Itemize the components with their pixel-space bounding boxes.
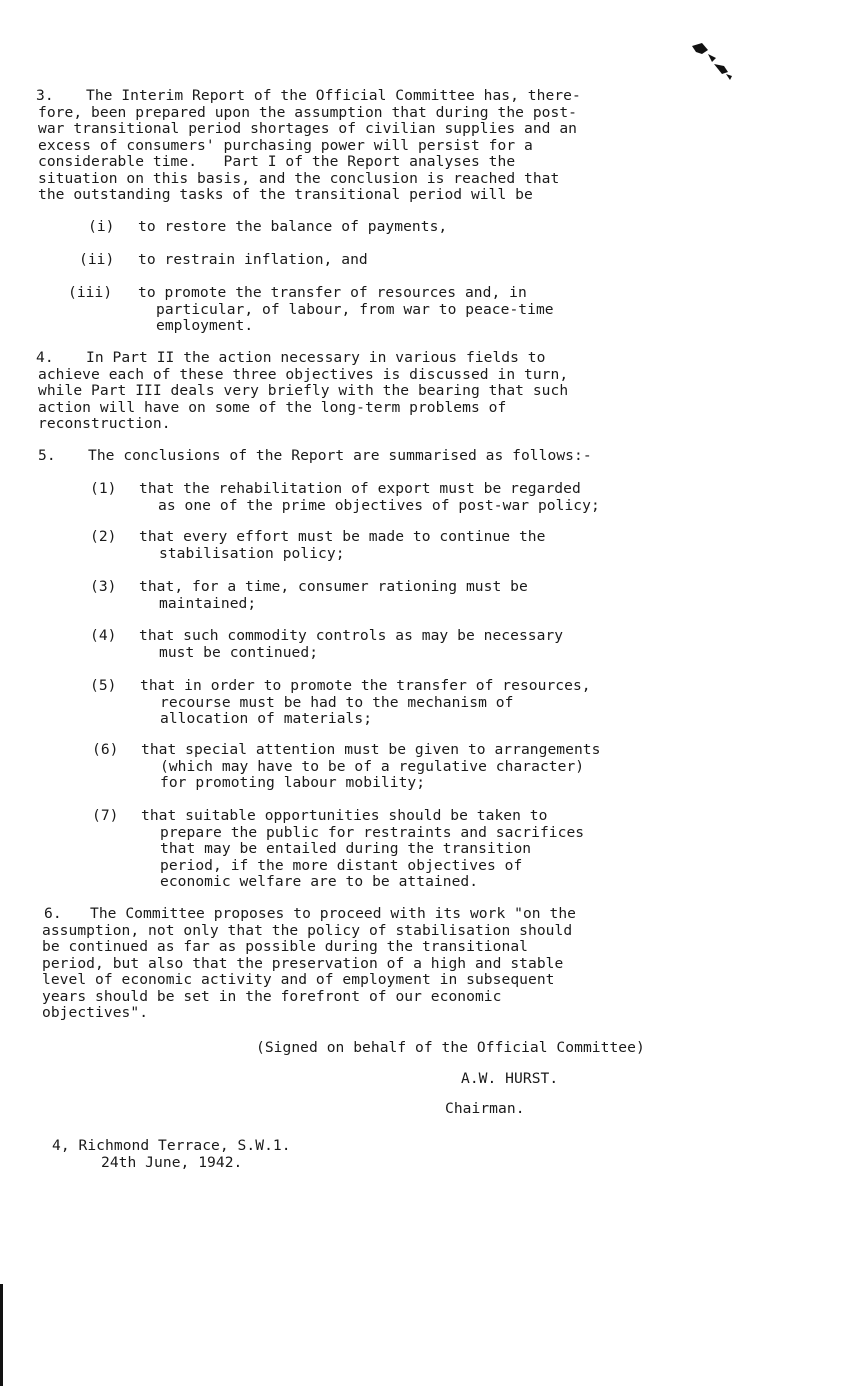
item-text: must be continued; <box>159 643 319 661</box>
text-line: level of economic activity and of employment in subsequent <box>42 971 555 988</box>
item-text: that suitable opportunities should be taken to <box>141 807 548 824</box>
text-line: war transitional period shortages of civilian supplies and an <box>38 120 578 137</box>
date-line: 24th June, 1942. <box>101 1153 243 1171</box>
item-text: that such commodity controls as may be necessary <box>139 627 564 644</box>
item-text: that in order to promote the transfer of resources, <box>140 677 591 694</box>
item-number: (ii) <box>79 251 115 268</box>
text-line: In Part II the action necessary in various fields to <box>86 349 546 366</box>
paragraph-number: 5. <box>38 447 56 464</box>
text-line: action will have on some of the long-term problems of <box>38 398 507 416</box>
address-line: 4, Richmond Terrace, S.W.1. <box>52 1137 291 1154</box>
item-number: (2) <box>90 528 117 545</box>
text-line: The Committee proposes to proceed with its work "on the <box>90 905 576 922</box>
text-line: considerable time. Part I of the Report analyses the <box>38 153 516 170</box>
signed-line: (Signed on behalf of the Official Committee) <box>256 1039 645 1056</box>
signatory-role: Chairman. <box>445 1100 525 1117</box>
item-text: particular, of labour, from war to peace-time <box>156 300 554 318</box>
paragraph-number: 3. <box>36 87 54 104</box>
item-text: that may be entailed during the transition <box>160 840 532 857</box>
item-text: to promote the transfer of resources and, in <box>138 284 527 301</box>
item-text: stabilisation policy; <box>159 544 345 562</box>
item-number: (7) <box>92 807 119 824</box>
paragraph-number: 4. <box>36 349 54 366</box>
text-line: the outstanding tasks of the transitional period will be <box>38 186 533 203</box>
item-number: (iii) <box>68 284 113 301</box>
text-line: The conclusions of the Report are summarised as follows:- <box>88 447 592 464</box>
text-line: objectives". <box>42 1004 149 1021</box>
item-number: (i) <box>88 218 115 235</box>
item-text: allocation of materials; <box>160 710 373 727</box>
margin-annotation-mark <box>688 40 736 82</box>
item-text: maintained; <box>159 594 257 612</box>
item-number: (1) <box>90 480 117 497</box>
item-text: that special attention must be given to arrangements <box>141 741 601 758</box>
item-text: for promoting labour mobility; <box>160 774 426 791</box>
item-text: that the rehabilitation of export must be regarded <box>139 480 581 497</box>
text-line: achieve each of these three objectives is discussed in turn, <box>38 365 569 383</box>
item-text: prepare the public for restraints and sacrifices <box>160 823 585 841</box>
page-edge-shadow <box>0 1284 3 1386</box>
text-line: situation on this basis, and the conclusion is reached that <box>38 169 560 187</box>
signatory-name: A.W. HURST. <box>461 1070 559 1087</box>
text-line: years should be set in the forefront of our economic <box>42 987 502 1005</box>
item-text: that, for a time, consumer rationing must be <box>139 578 528 595</box>
item-number: (3) <box>90 578 117 595</box>
paragraph-number: 6. <box>44 905 62 922</box>
item-text: that every effort must be made to continue the <box>139 528 546 545</box>
text-line: period, but also that the preservation of a high and stable <box>42 954 564 972</box>
text-line: reconstruction. <box>38 415 171 432</box>
item-text: employment. <box>156 317 254 334</box>
text-line: excess of consumers' purchasing power will persist for a <box>38 136 533 154</box>
item-text: to restrain inflation, and <box>138 251 368 268</box>
item-text: as one of the prime objectives of post-war policy; <box>158 496 600 514</box>
item-text: period, if the more distant objectives of <box>160 856 523 874</box>
text-line: The Interim Report of the Official Committee has, there- <box>86 87 581 104</box>
text-line: while Part III deals very briefly with the bearing that such <box>38 382 569 399</box>
item-text: economic welfare are to be attained. <box>160 873 479 890</box>
text-line: fore, been prepared upon the assumption that during the post- <box>38 103 578 121</box>
item-number: (5) <box>90 677 117 694</box>
item-number: (4) <box>90 627 117 644</box>
text-line: assumption, not only that the policy of stabilisation should <box>42 921 573 939</box>
item-text: (which may have to be of a regulative character) <box>160 757 585 775</box>
item-number: (6) <box>92 741 119 758</box>
item-text: recourse must be had to the mechanism of <box>160 693 514 711</box>
text-line: be continued as far as possible during the transitional <box>42 938 528 955</box>
item-text: to restore the balance of payments, <box>138 218 448 235</box>
